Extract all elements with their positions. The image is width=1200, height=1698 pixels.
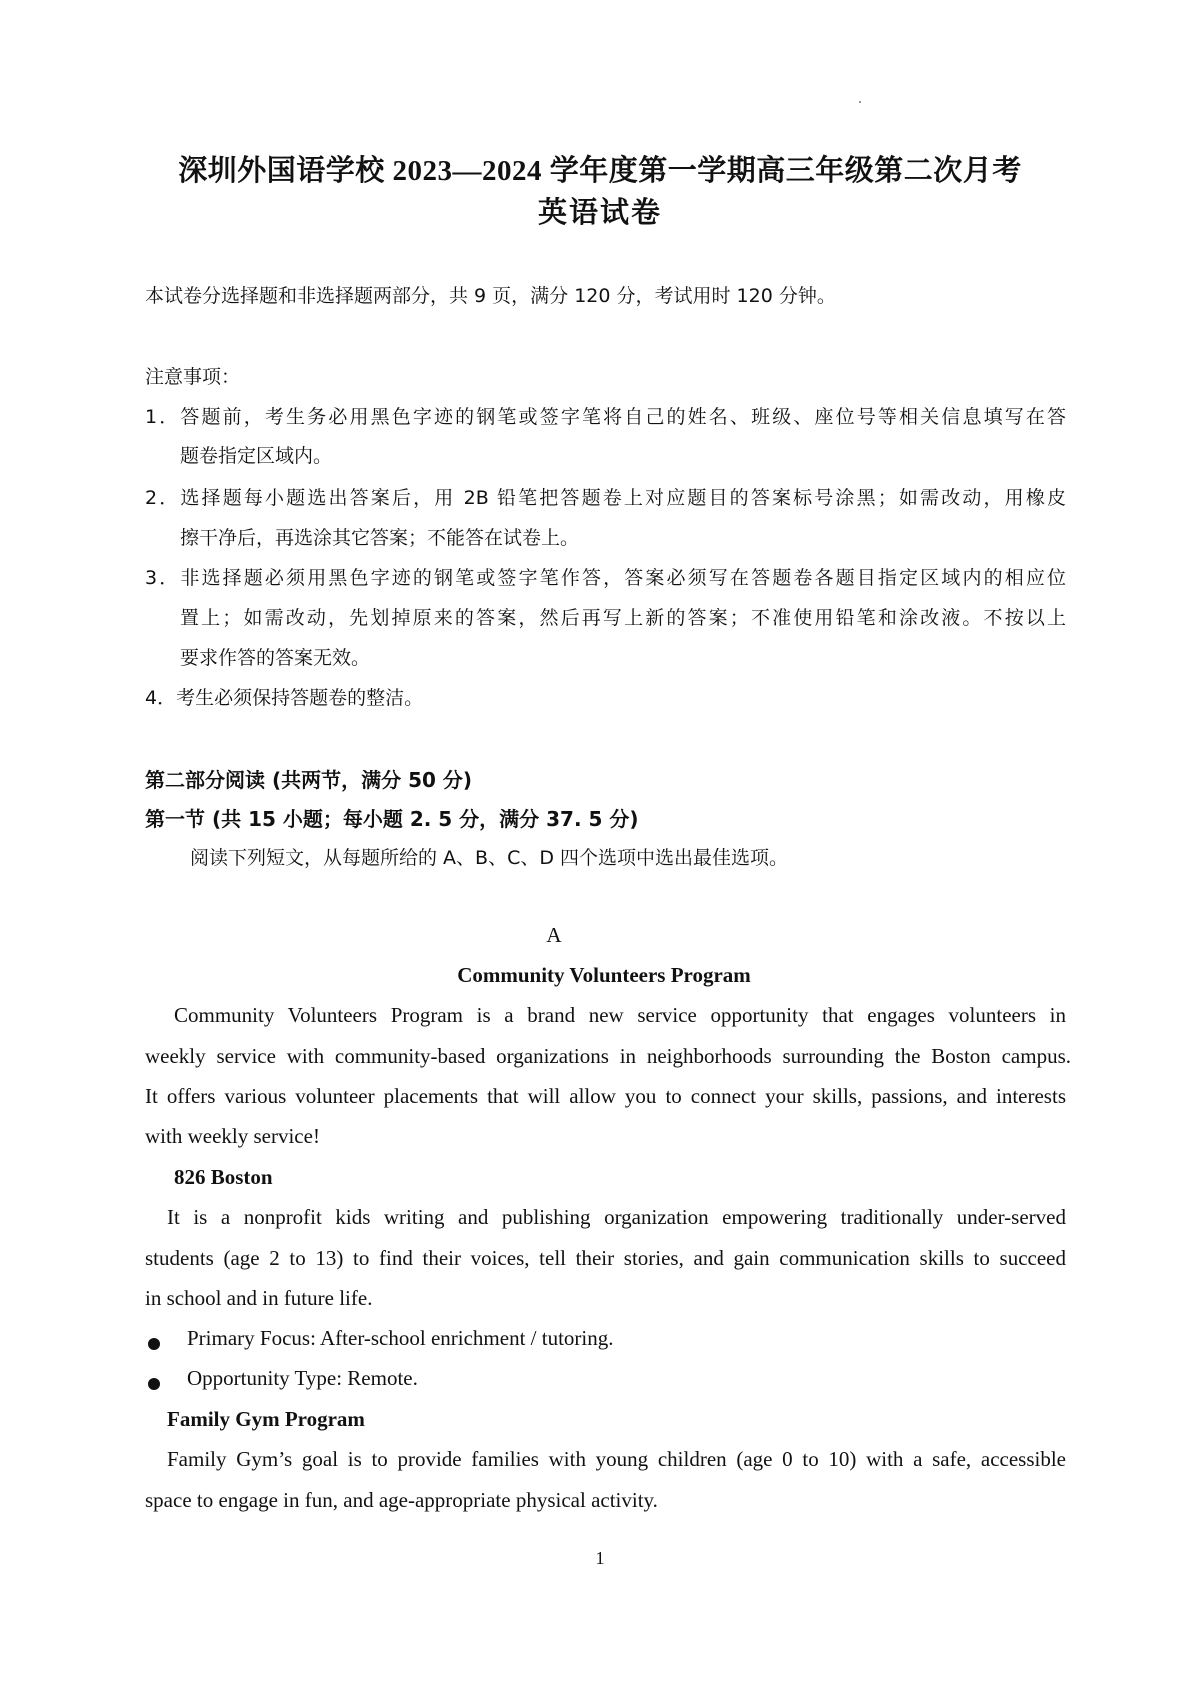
org2-line-2: space to engage in fun, and age-appropriate physical activity. (145, 1488, 658, 1512)
note-4-line-1: 4．考生必须保持答题卷的整洁。 (145, 687, 424, 709)
exam-subtitle: 英语试卷 (537, 197, 662, 229)
scan-speck (859, 101, 861, 103)
notes-heading: 注意事项： (145, 366, 241, 388)
note-3-line-2: 置上；如需改动，先划掉原来的答案，然后再写上新的答案；不准使用铅笔和涂改液。不按以上 (180, 607, 1066, 629)
note-3-line-1: 3．非选择题必须用黑色字迹的钢笔或签字笔作答，答案必须写在答题卷各题目指定区域内的相应位 (145, 567, 1066, 589)
passage-title: Community Volunteers Program (457, 963, 751, 987)
page-number: 1 (595, 1548, 605, 1568)
part-heading: 第二部分阅读 (共两节，满分 50 分) (145, 768, 473, 792)
org1-line-2: students (age 2 to 13) to find their voices, tell their stories, and gain communication skills to succeed (145, 1246, 1066, 1270)
org1-bullet-2: Opportunity Type: Remote. (187, 1366, 418, 1390)
note-3-line-3: 要求作答的答案无效。 (180, 647, 371, 669)
intro-text: 本试卷分选择题和非选择题两部分，共 9 页，满分 120 分，考试用时 120 分钟。 (145, 285, 836, 307)
note-2-line-1: 2．选择题每小题选出答案后，用 2B 铅笔把答题卷上对应题目的答案标号涂黑；如需改动，用橡皮 (145, 487, 1066, 509)
org1-line-1: It is a nonprofit kids writing and publishing organization empowering traditionally under-served (167, 1205, 1066, 1229)
org1-line-3: in school and in future life. (145, 1286, 373, 1310)
passage-intro-line-3: It offers various volunteer placements that will allow you to connect your skills, passions, and interests (145, 1084, 1066, 1108)
passage-intro-line-4: with weekly service! (145, 1124, 320, 1148)
note-1-line-2: 题卷指定区域内。 (180, 445, 333, 467)
org2-line-1: Family Gym’s goal is to provide families with young children (age 0 to 10) with a safe, accessible (167, 1447, 1066, 1471)
bullet-dot (148, 1378, 160, 1390)
bullet-dot (148, 1338, 160, 1350)
exam-title: 深圳外国语学校 2023—2024 学年度第一学期高三年级第二次月考 (178, 155, 1022, 187)
org1-bullet-1: Primary Focus: After-school enrichment / tutoring. (187, 1326, 614, 1350)
passage-label: A (546, 923, 562, 947)
org1-name: 826 Boston (174, 1165, 273, 1189)
section-heading: 第一节 (共 15 小题；每小题 2. 5 分，满分 37. 5 分) (145, 807, 639, 831)
org2-name: Family Gym Program (167, 1407, 365, 1431)
passage-intro-line-1: Community Volunteers Program is a brand new service opportunity that engages volunteers in (174, 1003, 1066, 1027)
passage-intro-line-2: weekly service with community-based organizations in neighborhoods surrounding the Boston campus. (145, 1044, 1071, 1068)
note-1-line-1: 1．答题前，考生务必用黑色字迹的钢笔或签字笔将自己的姓名、班级、座位号等相关信息填写在答 (145, 406, 1066, 428)
note-2-line-2: 擦干净后，再选涂其它答案；不能答在试卷上。 (180, 527, 580, 549)
section-instruction: 阅读下列短文，从每题所给的 A、B、C、D 四个选项中选出最佳选项。 (190, 847, 789, 869)
